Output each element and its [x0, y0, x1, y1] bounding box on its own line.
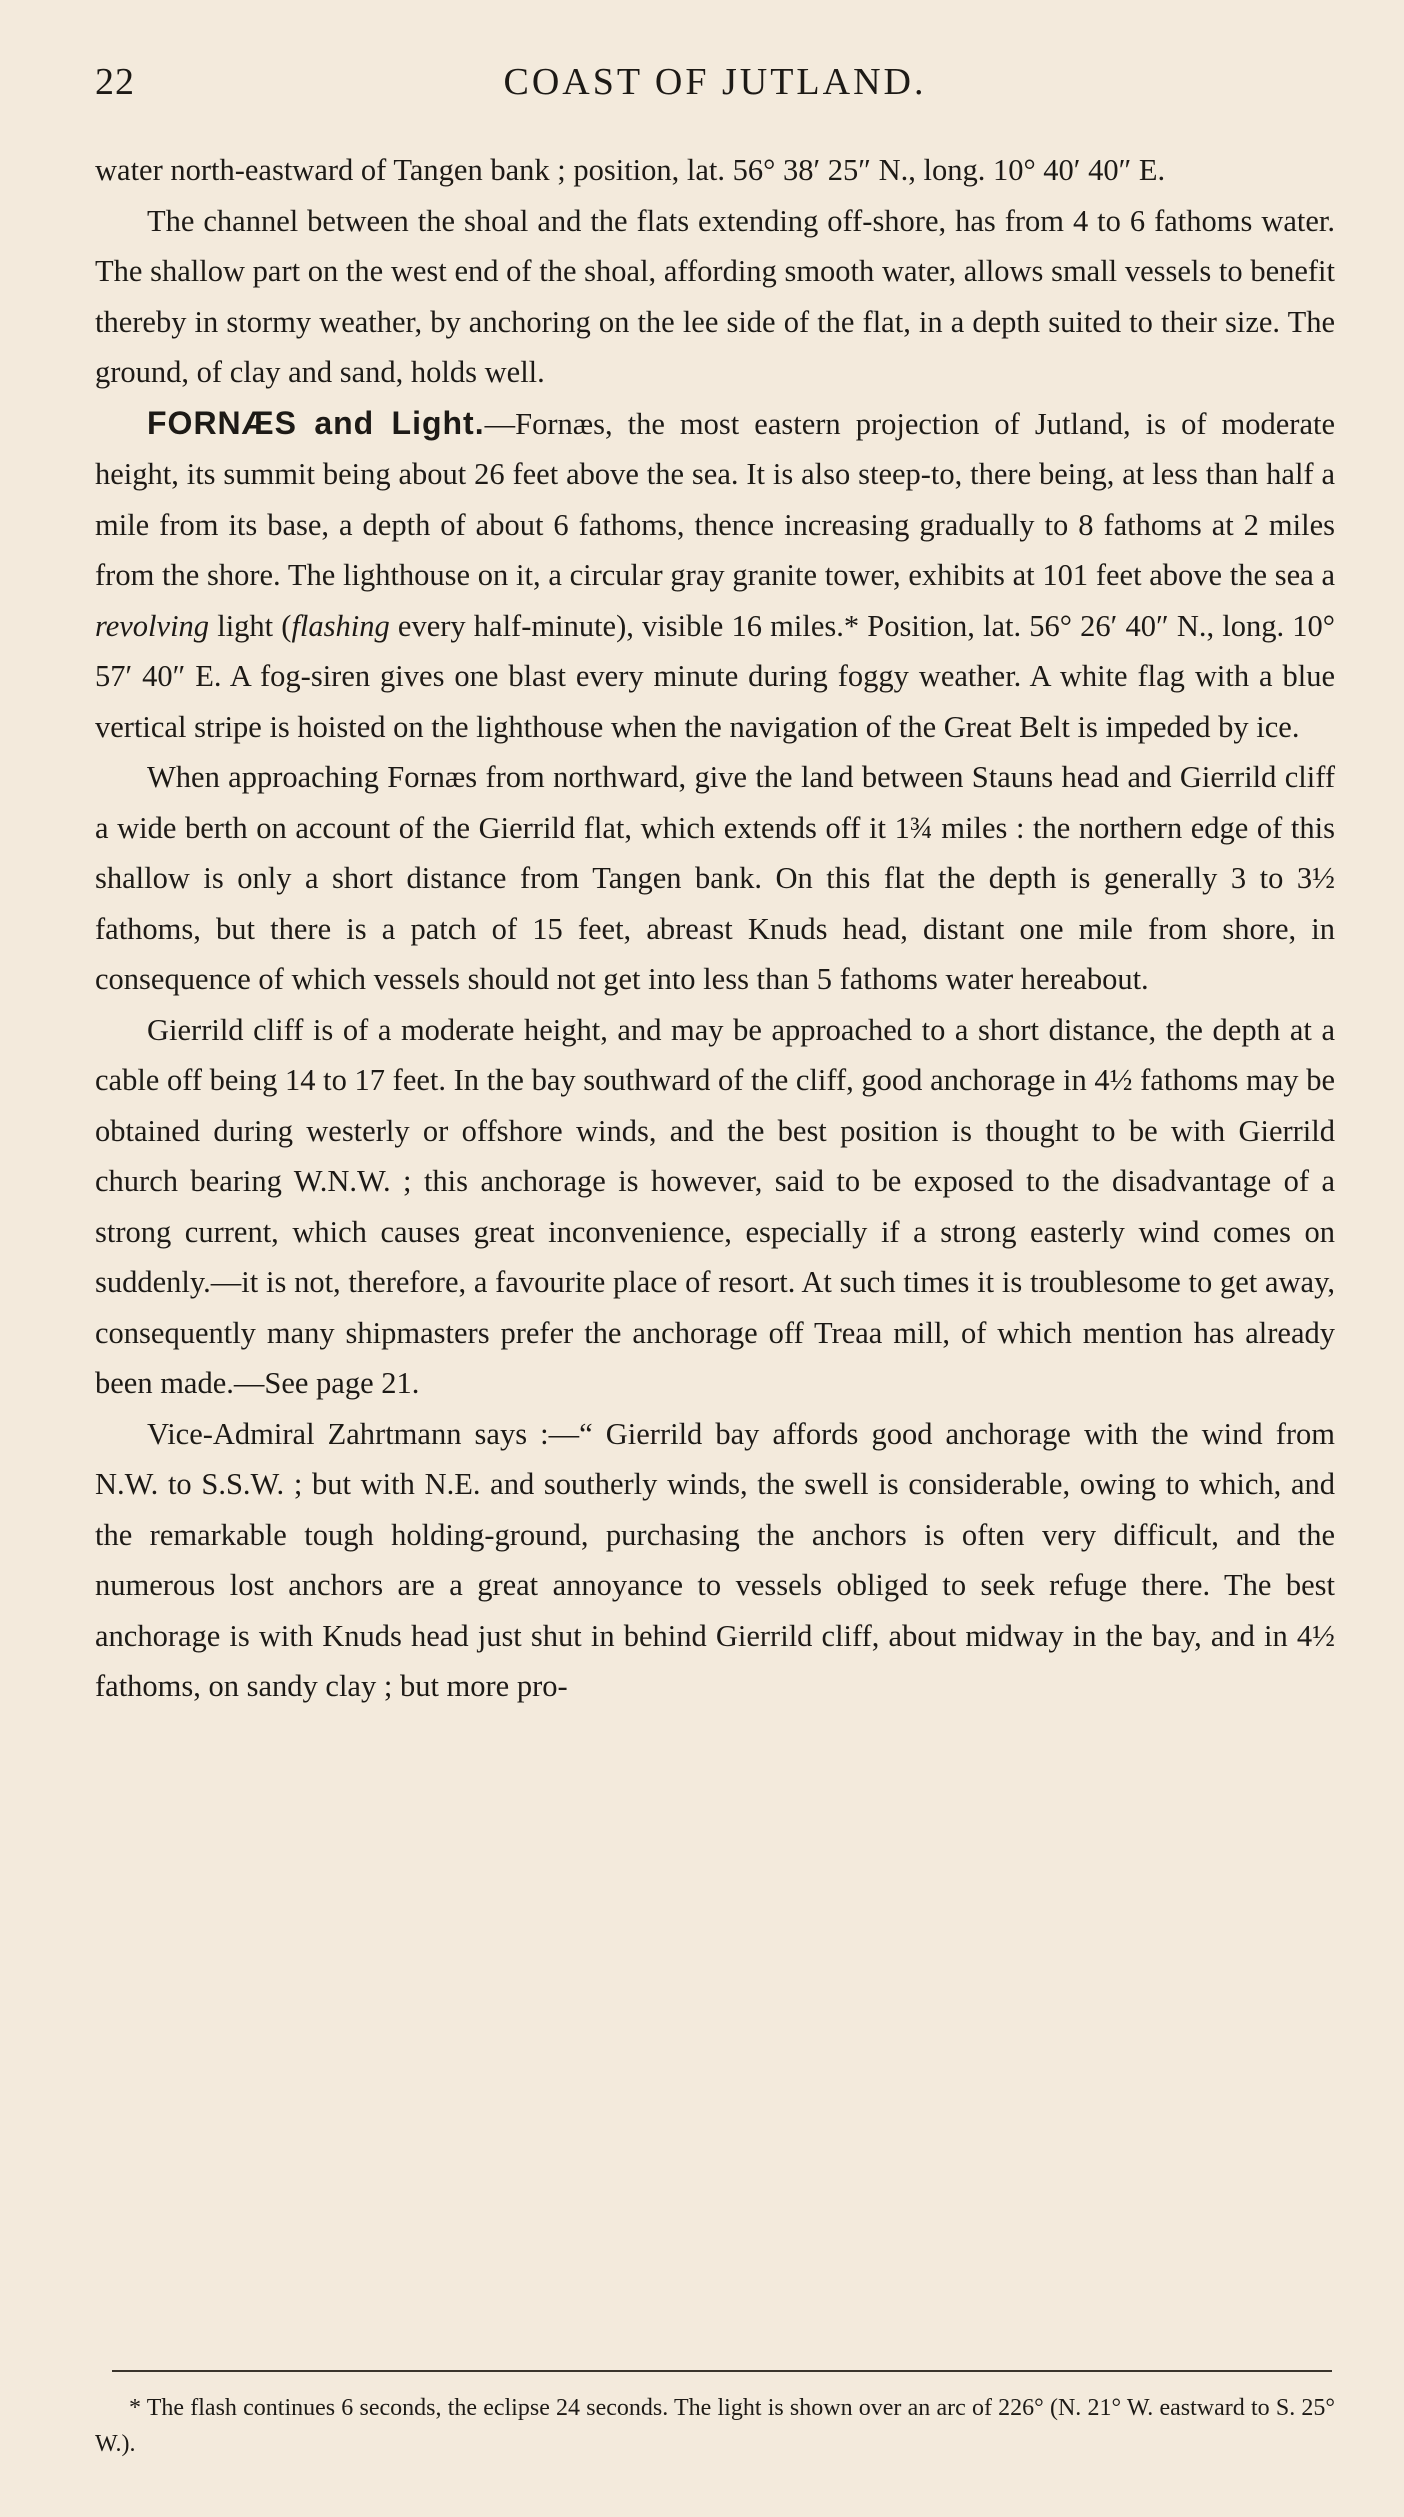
section-heading-fornaes: FORNÆS and Light.	[147, 404, 485, 441]
paragraph-2: The channel between the shoal and the flats extending off-shore, has from 4 to 6 fathoms water. The shallow part on the west end of the shoal, affording smooth water, allows small vessels to benefit thereby in stormy weather, by anchoring on the lee side of the flat, in a depth suited to their size. The ground, of clay and sand, holds well.	[95, 203, 1335, 389]
footnote: * The flash continues 6 seconds, the eclipse 24 seconds. The light is shown over an arc of 226° (N. 21° W. eastward to S. 25° W.).	[95, 2395, 1335, 2457]
paragraph-4: When approaching Fornæs from northward, give the land between Stauns head and Gierrild cliff a wide berth on account of the Gierrild flat, which extends off it 1¾ miles : the northern edge of this shallow is only a short distance from Tangen bank. On this flat the depth is generally 3 to 3½ fathoms, but there is a patch of 15 feet, abreast Knuds head, distant one mile from shore, in consequence of which vessels should not get into less than 5 fathoms water hereabout.	[95, 760, 1335, 996]
italic-flashing: flashing	[291, 608, 390, 643]
body-text	[95, 145, 1335, 1712]
paragraph-3-text-a: —Fornæs, the most eastern projection of Jutland, is of moderate height, its summit being about 26 feet above the sea. It is also steep-to, there being, at less than half a mile from its base, a depth of about 6 fathoms, thence increasing gradually to 8 fathoms at 2 miles from the shore. The lighthouse on it, a circular gray granite tower, exhibits at 101 feet above the sea a	[95, 406, 1335, 592]
running-title: COAST OF JUTLAND.	[503, 61, 927, 103]
paragraph-fornaes	[95, 398, 1335, 753]
paragraph-6: Vice-Admiral Zahrtmann says :—“ Gierrild bay affords good anchorage with the wind from N.W. to S.S.W. ; but with N.E. and southerly winds, the swell is considerable, owing to which, and the remarkable tough holding-ground, purchasing the anchors is often very difficult, and the numerous lost anchors are a great annoyance to vessels obliged to seek refuge there. The best anchorage is with Knuds head just shut in behind Gierrild cliff, about midway in the bay, and in 4½ fathoms, on sandy clay ; but more pro-	[95, 1416, 1335, 1703]
page-header	[95, 60, 1335, 110]
paragraph-5: Gierrild cliff is of a moderate height, and may be approached to a short distance, the depth at a cable off being 14 to 17 feet. In the bay southward of the cliff, good anchorage in 4½ fathoms may be obtained during westerly or offshore winds, and the best position is thought to be with Gierrild church bearing W.N.W. ; this anchorage is however, said to be exposed to the disadvantage of a strong current, which causes great inconvenience, especially if a strong easterly wind comes on suddenly.—it is not, therefore, a favourite place of resort. At such times it is troublesome to get away, consequently many shipmasters prefer the anchorage off Treaa mill, of which mention has already been made.—See page 21.	[95, 1012, 1335, 1400]
page-number: 22	[95, 61, 135, 103]
paragraph-1: water north-eastward of Tangen bank ; position, lat. 56° 38′ 25″ N., long. 10° 40′ 40″ E.	[95, 153, 1166, 187]
paragraph-3-text-b: light (	[209, 608, 292, 643]
paragraph-3-text-c: every half-minute), visible 16 miles.* Position, lat. 56° 26′ 40″ N., long. 10° 57′ 40″ E. A fog-siren gives one blast every minute during foggy weather. A white flag with a blue vertical stripe is hoisted on the lighthouse when the navigation of the Great Belt is impeded by ice.	[95, 608, 1335, 744]
italic-revolving: revolving	[95, 608, 210, 643]
footnote-rule	[112, 2370, 1332, 2372]
